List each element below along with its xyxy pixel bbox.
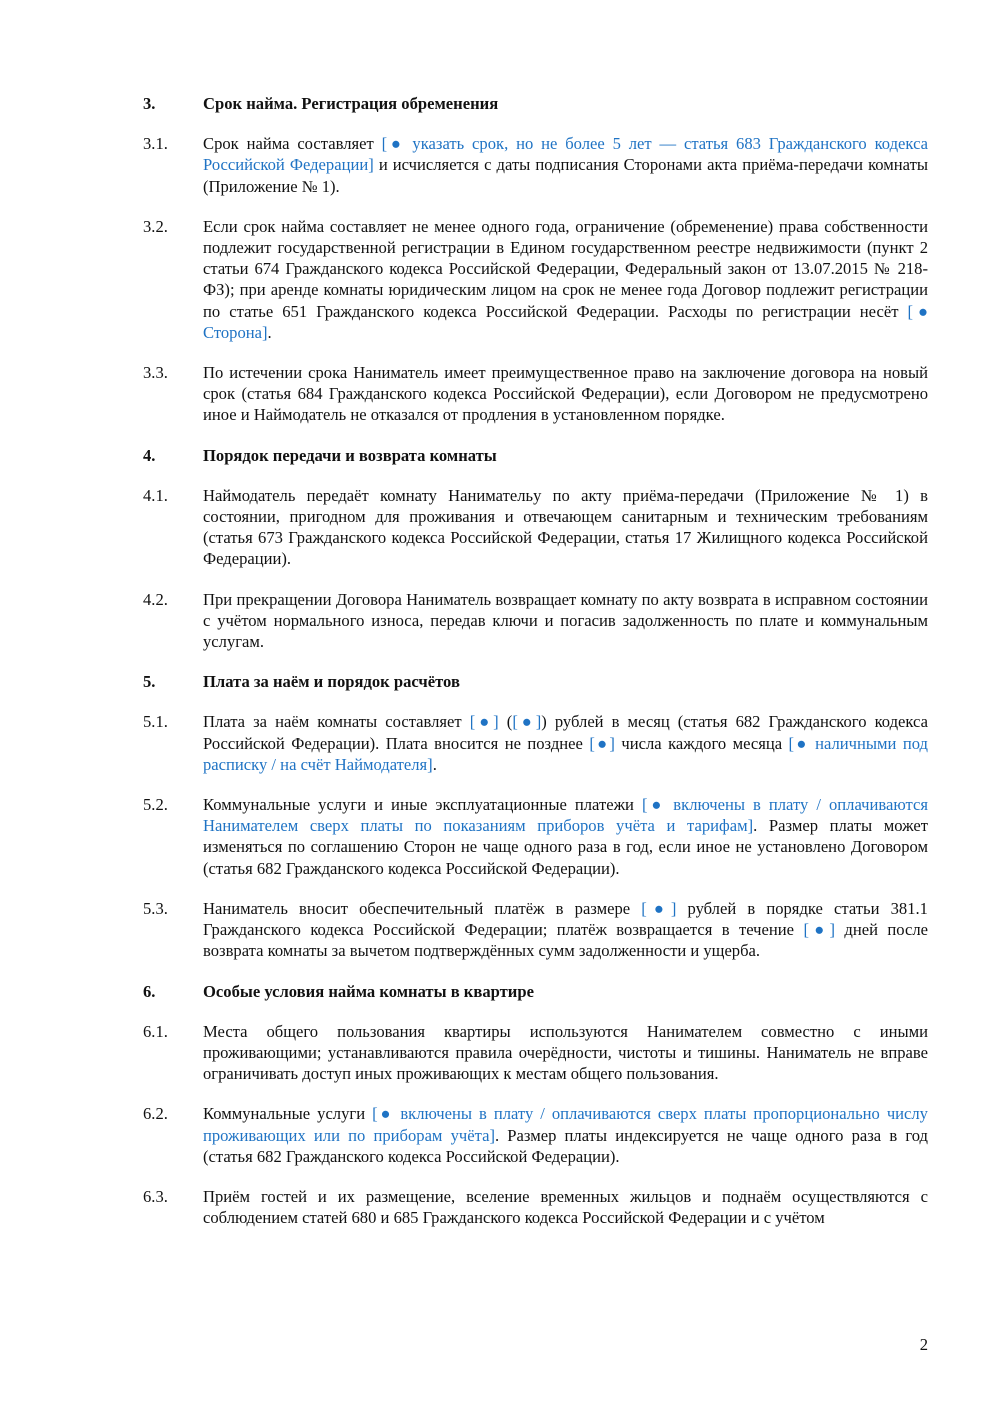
clause (143, 362, 928, 426)
section-number: 6. (143, 981, 156, 1001)
clause-text (203, 589, 928, 653)
section-number: 5. (143, 672, 156, 692)
placeholder-field: [●] (469, 712, 499, 732)
clause-text-segment: ) рублей в месяц (статья 682 Гражданского кодекса Российской Федерации). Плата вносится не позднее (203, 712, 928, 753)
section-number: 3. (143, 94, 156, 113)
clause (143, 794, 928, 879)
clause-text (203, 485, 928, 570)
clause-number: 4.1. (143, 485, 168, 505)
clause (143, 1103, 928, 1167)
section-title: Порядок передачи и возврата комнаты (203, 445, 497, 465)
placeholder-field: [●] (803, 920, 836, 940)
clause-text (203, 133, 928, 197)
clause-text-segment: . Размер платы индексируется не чаще одного раза в год (статья 682 Гражданского кодекса Российской Федерации). (203, 1125, 928, 1166)
placeholder-field: [● наличными под расписку / на счёт Наймодателя] (203, 733, 928, 774)
section-heading (143, 445, 928, 466)
clause-number: 5.1. (143, 712, 168, 732)
clause-text-segment: Приём гостей и их размещение, вселение временных жильцов и поднаём осуществляются с соблюдением статей 680 и 685 Гражданского кодекса Российской Федерации и с учётом (203, 1186, 928, 1228)
clause-text-segment: и исчисляется с даты подписания Сторонами акта приёма-передачи комнаты (Приложение № 1). (203, 155, 928, 196)
clause-text-segment: рублей в порядке статьи 381.1 Гражданского кодекса Российской Федерации; платёж возвращается в течение (203, 898, 928, 940)
clause-text (203, 898, 928, 962)
clause-number: 6.1. (143, 1021, 168, 1041)
clause-number: 6.3. (143, 1186, 168, 1206)
clause (143, 898, 928, 962)
clause-number: 3.3. (143, 363, 168, 383)
clause-text (203, 362, 928, 426)
placeholder-field: [●] (641, 898, 677, 918)
document-body (143, 93, 928, 1228)
clause-text-segment: Наймодатель передаёт комнату Нанимательу по акту приёма-передачи (Приложение № 1) в состоянии, пригодном для проживания и отвечающем санитарным и техническим требованиям (статья 673 Гражданского кодекса Российской Федерации, статья 17 Жилищного кодекса Российской Федерации). (203, 485, 928, 569)
section-title: Плата за наём и порядок расчётов (203, 672, 460, 692)
section-number: 4. (143, 445, 156, 465)
clause (143, 711, 928, 775)
clause-text-segment: Если срок найма составляет не менее одного года, ограничение (обременение) права собственности подлежит государственной регистрации в Едином государственном реестре недвижимости (пункт 2 статьи 674 Гражданского кодекса Российской Федерации, Федеральный закон от 13.07.2015 № 218-ФЗ); при аренде комнаты юридическим лицом на срок не менее года Договор подлежит регистрации по статье 651 Гражданского кодекса Российской Федерации. Расходы по регистрации несёт (203, 216, 928, 321)
clause (143, 216, 928, 343)
clause-text-segment: Плата за наём комнаты составляет (203, 712, 470, 732)
clause-text-segment: . (267, 322, 272, 342)
section-heading (143, 981, 928, 1002)
clause-number: 5.2. (143, 795, 168, 815)
clause-text-segment: числа каждого месяца (614, 733, 789, 753)
clause-text-segment: По истечении срока Наниматель имеет преимущественное право на заключение договора на новый срок (статья 684 Гражданского кодекса Российской Федерации), если Договором не предусмотрено иное и Наймодатель не отказался от продления в установленном порядке. (203, 363, 928, 425)
clause (143, 589, 928, 653)
clause-number: 5.3. (143, 898, 168, 918)
clause-text (203, 711, 928, 775)
clause-text-segment: Срок найма составляет (203, 134, 382, 154)
placeholder-field: [● Сторона] (203, 301, 928, 342)
clause-text-segment: . (432, 754, 437, 774)
clause-text-segment: Коммунальные услуги (203, 1104, 373, 1124)
placeholder-field: [●] (512, 712, 542, 732)
section-title: Особые условия найма комнаты в квартире (203, 981, 534, 1001)
clause (143, 485, 928, 570)
clause-text (203, 216, 928, 343)
clause-text-segment: При прекращении Договора Наниматель возвращает комнату по акту возврата в исправном состоянии с учётом нормального износа, передав ключи и погасив задолженность по плате и коммунальным услугам. (203, 589, 928, 652)
clause-text-segment: дней после возврата комнаты за вычетом подтверждённых сумм задолженности и ущерба. (203, 920, 929, 961)
placeholder-field: [●] (589, 733, 615, 753)
clause-text (203, 1021, 928, 1085)
clause-text (203, 794, 928, 879)
clause-number: 3.1. (143, 134, 168, 154)
clause-text (203, 1103, 928, 1167)
clause (143, 1021, 928, 1085)
clause-text-segment: Места общего пользования квартиры используются Нанимателем совместно с иными проживающими; устанавливаются правила очерёдности, чистоты и тишины. Наниматель не вправе ограничивать доступ иных проживающих к местам общего пользования. (203, 1021, 928, 1084)
page-number: 2 (919, 1335, 928, 1354)
section-heading (143, 93, 928, 114)
clause-text-segment: Наниматель вносит обеспечительный платёж в размере (203, 898, 642, 918)
clause (143, 1186, 928, 1228)
clause-number: 3.2. (143, 216, 168, 236)
clause-text-segment: Коммунальные услуги и иные эксплуатационные платежи (203, 795, 642, 815)
placeholder-field: [● включены в плату / оплачиваются Нанимателем сверх платы по показаниям приборов учёта и тарифам] (203, 795, 928, 836)
section-heading (143, 671, 928, 692)
clause-text (203, 1186, 928, 1228)
placeholder-field: [● указать срок, но не более 5 лет — статья 683 Гражданского кодекса Российской Федерации] (203, 134, 929, 175)
section-title: Срок найма. Регистрация обременения (203, 94, 499, 113)
clause-number: 6.2. (143, 1104, 168, 1124)
clause (143, 133, 928, 197)
clause-text-segment: ( (498, 712, 513, 732)
clause-number: 4.2. (143, 589, 168, 609)
placeholder-field: [● включены в плату / оплачиваются сверх платы пропорционально числу проживающих или по приборам учёта] (203, 1104, 928, 1145)
clause-text-segment: . Размер платы может изменяться по соглашению Сторон не чаще одного раза в год, если иное не установлено Договором (статья 682 Гражданского кодекса Российской Федерации). (203, 816, 928, 878)
